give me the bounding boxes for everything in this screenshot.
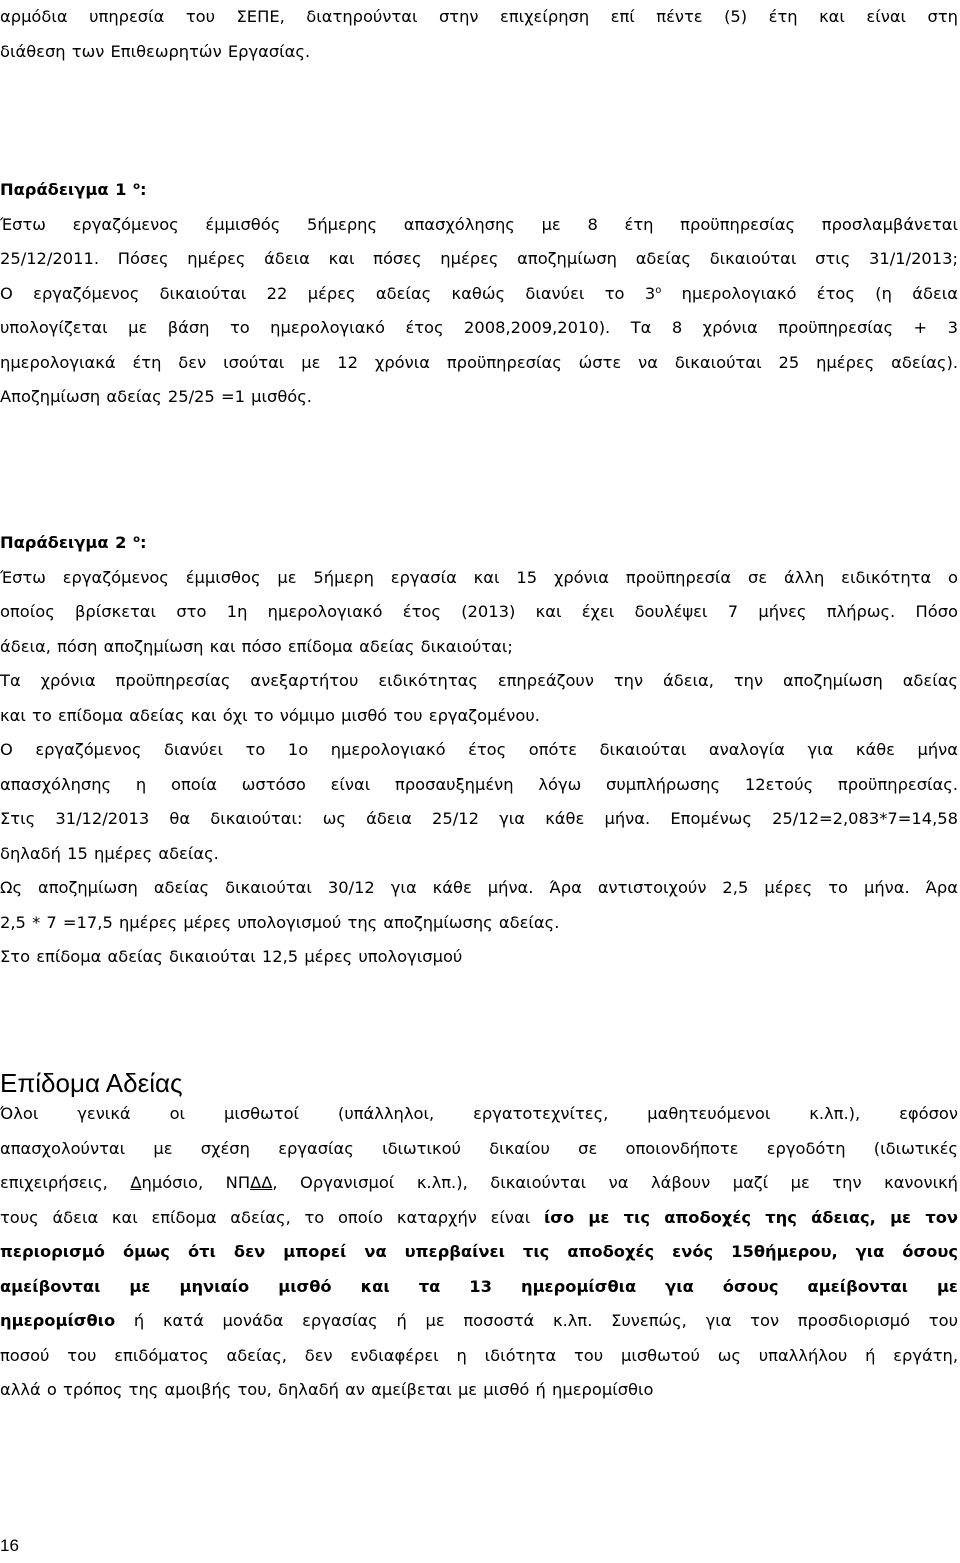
text-line: οποίος βρίσκεται στο 1η ημερολογιακό έτος (2013) και έχει δουλέψει 7 μήνες πλήρως. Πόσο [0, 602, 958, 621]
text-line: 25/12/2011. Πόσες ημέρες άδεια και πόσες ημέρες αποζημίωση αδείας δικαιούται στις 31/1/2013; [0, 249, 958, 268]
example-1-heading: Παράδειγμα 1 $^o$: [0, 180, 147, 199]
text-line: Έστω εργαζόμενος έμμισθός 5ήμερης απασχόλησης με 8 έτη προϋπηρεσίας προσλαμβάνεται [0, 214, 958, 234]
intro-paragraph [0, 0, 958, 69]
text-line: αμείβονται με μηνιαίο μισθό και τα 13 ημερομίσθια για όσους αμείβονται με [0, 1276, 958, 1296]
text-line: δηλαδή 15 ημέρες αδείας. [0, 843, 219, 863]
text-line: περιορισμό όμως ότι δεν μπορεί να υπερβαίνει τις αποδοχές ενός 15θήμερου, για όσους [0, 1242, 958, 1261]
example-2-heading: Παράδειγμα 2 $^o$: [0, 533, 147, 552]
text-line: ημερολογιακά έτη δεν ισούται με 12 χρόνια προϋπηρεσίας ώστε να δικαιούται 25 ημέρες αδείας). [0, 352, 958, 372]
text-line: Ως αποζημίωση αδείας δικαιούται 30/12 για κάθε μήνα. Άρα αντιστοιχούν 2,5 μέρες το μήνα. Άρα [0, 878, 958, 897]
example-2-section [0, 526, 958, 975]
page-number: 16 [0, 1536, 19, 1555]
text-line: Αποζημίωση αδείας 25/25 =1 μισθός. [0, 387, 312, 406]
example-1-section [0, 173, 958, 415]
text-line: Έστω εργαζόμενος έμμισθος με 5ήμερη εργασία και 15 χρόνια προϋπηρεσία σε άλλη ειδικότητα ο [0, 567, 958, 587]
text-line: Τα χρόνια προϋπηρεσίας ανεξαρτήτου ειδικότητας επηρεάζουν την άδεια, την αποζημίωση αδείας [0, 671, 958, 690]
text-line: Στις 31/12/2013 θα δικαιούται: ως άδεια 25/12 για κάθε μήνα. Επομένως 25/12=2,083*7=14,58 [0, 809, 958, 828]
text-line: τους άδεια και επίδομα αδείας, το οποίο καταρχήν είναι ίσο με τις αποδοχές της άδειας, με τον [0, 1207, 958, 1227]
text-line: διάθεση των Επιθεωρητών Εργασίας. [0, 41, 311, 61]
text-line: αλλά ο τρόπος της αμοιβής του, δηλαδή αν αμείβεται με μισθό ή ημερομίσθιο [0, 1380, 654, 1399]
text-line: 2,5 * 7 =17,5 ημέρες μέρες υπολογισμού της αποζημίωσης αδείας. [0, 912, 560, 932]
text-line: Στο επίδομα αδείας δικαιούται 12,5 μέρες υπολογισμού [0, 947, 463, 966]
text-line: απασχόλησης η οποία ωστόσο είναι προσαυξημένη λόγω συμπλήρωσης 12ετούς προϋπηρεσίας. [0, 774, 958, 794]
text-line: απασχολούνται με σχέση εργασίας ιδιωτικού δικαίου σε οποιονδήποτε εργοδότη (ιδιωτικές [0, 1138, 958, 1158]
text-line: άδεια, πόση αποζημίωση και πόσο επίδομα αδείας δικαιούται; [0, 636, 513, 656]
text-line: Ο εργαζόμενος διανύει το 1ο ημερολογιακό έτος οπότε δικαιούται αναλογία για κάθε μήνα [0, 740, 958, 759]
text-line: ποσού του επιδόματος αδείας, δεν ενδιαφέρει η ιδιότητα του μισθωτού ως υπαλλήλου ή εργάτη, [0, 1345, 958, 1365]
allowance-paragraph [0, 1097, 958, 1408]
text-line: υπολογίζεται με βάση το ημερολογιακό έτος 2008,2009,2010). Τα 8 χρόνια προϋπηρεσίας + 3 [0, 318, 958, 337]
text-line: και το επίδομα αδείας και όχι το νόμιμο μισθό του εργαζομένου. [0, 705, 540, 725]
text-line: Ο εργαζόμενος δικαιούται 22 μέρες αδείας καθώς διανύει το $3^o$ ημερολογιακό έτος (η άδεια [0, 283, 959, 303]
text-line: ημερομίσθιο ή κατά μονάδα εργασίας ή με ποσοστά κ.λπ. Συνεπώς, για τον προσδιορισμό του [0, 1311, 958, 1330]
text-line: αρμόδια υπηρεσία του ΣΕΠΕ, διατηρούνται στην επιχείρηση επί πέντε (5) έτη και είναι στη [0, 7, 958, 26]
section-title: Επίδομα Αδείας [0, 1068, 183, 1098]
text-line: Όλοι γενικά οι μισθωτοί (υπάλληλοι, εργατοτεχνίτες, μαθητευόμενοι κ.λπ.), εφόσον [0, 1104, 958, 1123]
text-line: επιχειρήσεις, Δημόσιο, ΝΠΔΔ, Οργανισμοί κ.λπ.), δικαιούνται να λάβουν μαζί με την κανονική [0, 1173, 959, 1192]
